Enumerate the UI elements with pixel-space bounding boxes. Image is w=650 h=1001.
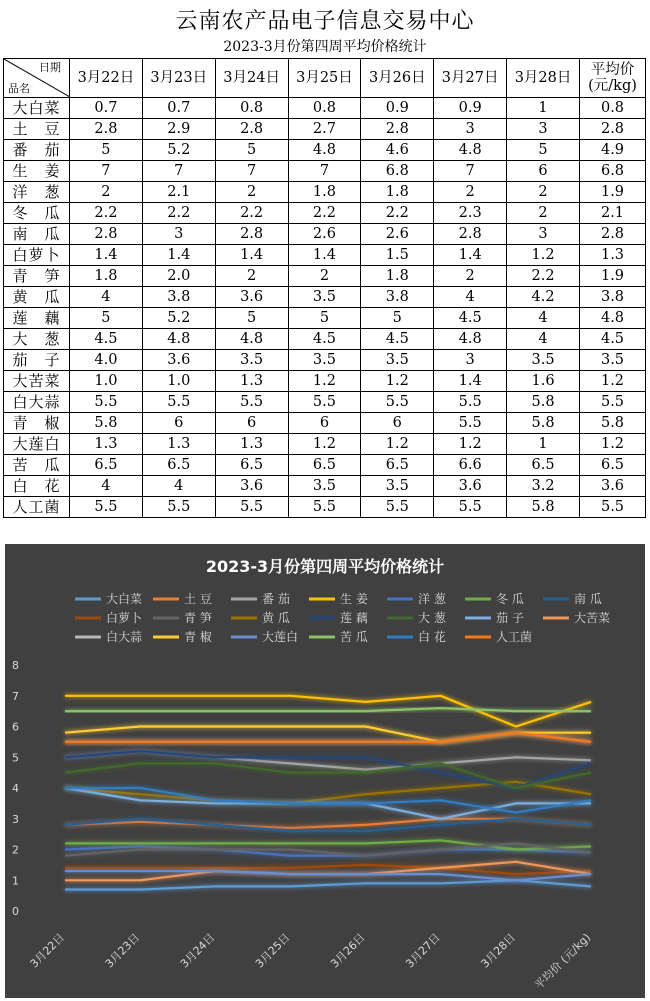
legend-label: 白萝卜 (106, 611, 143, 625)
legend-label: 青 笋 (184, 611, 212, 625)
price-cell: 4.5 (361, 329, 434, 350)
price-cell: 5.5 (361, 497, 434, 518)
x-tick-label: 3月24日 (177, 930, 218, 971)
product-name-cell: 青 椒 (4, 413, 70, 434)
product-name-cell: 土 豆 (4, 119, 70, 140)
avg-price-cell: 3.6 (580, 476, 646, 497)
legend-label: 白 花 (418, 630, 446, 644)
price-cell: 2 (434, 266, 507, 287)
price-cell: 6.5 (361, 455, 434, 476)
table-header-row (4, 59, 646, 98)
price-cell: 7 (142, 161, 215, 182)
price-cell: 5 (361, 308, 434, 329)
price-cell: 3.6 (142, 350, 215, 371)
y-tick-label: 7 (12, 689, 19, 703)
price-cell: 4.5 (288, 329, 361, 350)
product-name-cell: 大白菜 (4, 98, 70, 119)
price-cell: 3.8 (142, 287, 215, 308)
product-name-cell: 莲 藕 (4, 308, 70, 329)
legend-label: 冬 瓜 (496, 592, 524, 606)
table-row (4, 455, 646, 476)
price-cell: 6 (361, 413, 434, 434)
price-cell: 2.8 (215, 224, 288, 245)
price-cell: 1.2 (361, 434, 434, 455)
price-cell: 2.3 (434, 203, 507, 224)
avg-column-header (580, 59, 646, 98)
chart-title: 2023-3月份第四周平均价格统计 (205, 557, 445, 576)
price-cell: 2.1 (142, 182, 215, 203)
corner-date-label: 日期 (39, 61, 61, 74)
price-cell: 6 (288, 413, 361, 434)
legend-label: 洋 葱 (418, 592, 446, 606)
product-name-cell: 苦 瓜 (4, 455, 70, 476)
price-cell: 1.2 (288, 371, 361, 392)
price-cell: 4.8 (142, 329, 215, 350)
price-cell: 1 (507, 434, 580, 455)
price-cell: 5.5 (142, 497, 215, 518)
price-cell: 5.5 (434, 497, 507, 518)
price-cell: 6 (215, 413, 288, 434)
price-cell: 1.4 (215, 245, 288, 266)
table-row (4, 434, 646, 455)
avg-price-cell: 2.8 (580, 119, 646, 140)
price-cell: 6.5 (142, 455, 215, 476)
price-cell: 3 (507, 119, 580, 140)
price-cell: 4.0 (70, 350, 143, 371)
price-cell: 5 (70, 308, 143, 329)
avg-price-cell: 1.2 (580, 371, 646, 392)
product-name-cell: 青 笋 (4, 266, 70, 287)
price-cell: 4 (142, 476, 215, 497)
legend-label: 大白菜 (106, 592, 143, 606)
price-cell: 4.8 (434, 140, 507, 161)
price-cell: 3.5 (288, 287, 361, 308)
price-cell: 0.8 (215, 98, 288, 119)
table-row (4, 140, 646, 161)
y-tick-label: 1 (12, 874, 19, 888)
price-cell: 5.8 (507, 497, 580, 518)
price-cell: 5.8 (507, 392, 580, 413)
avg-price-cell: 6.8 (580, 161, 646, 182)
table-row (4, 476, 646, 497)
x-tick-label: 3月23日 (102, 930, 143, 971)
price-cell: 5.5 (361, 392, 434, 413)
price-cell: 3.6 (215, 287, 288, 308)
price-cell: 1.2 (288, 434, 361, 455)
price-cell: 2 (288, 266, 361, 287)
y-tick-label: 4 (12, 782, 19, 795)
price-cell: 4.6 (361, 140, 434, 161)
price-cell: 2.2 (507, 266, 580, 287)
table-row (4, 413, 646, 434)
price-cell: 1.4 (70, 245, 143, 266)
x-tick-label: 3月25日 (252, 930, 293, 971)
chart-svg (5, 544, 645, 998)
column-header: 3月26日 (361, 59, 434, 98)
table-row (4, 371, 646, 392)
series-line (65, 840, 591, 849)
price-cell: 4 (70, 476, 143, 497)
series-line (65, 751, 591, 770)
price-cell: 7 (434, 161, 507, 182)
table-row (4, 224, 646, 245)
table-row (4, 287, 646, 308)
price-cell: 2.8 (361, 119, 434, 140)
price-cell: 5 (507, 140, 580, 161)
avg-price-cell: 6.5 (580, 455, 646, 476)
price-cell: 1.2 (507, 245, 580, 266)
avg-price-cell: 4.8 (580, 308, 646, 329)
price-cell: 6 (142, 413, 215, 434)
table-row (4, 329, 646, 350)
price-cell: 1.3 (215, 434, 288, 455)
price-cell: 1.4 (434, 371, 507, 392)
price-cell: 4.2 (507, 287, 580, 308)
legend-label: 莲 藕 (340, 611, 368, 625)
y-tick-label: 8 (12, 659, 19, 672)
x-tick-label: 3月28日 (478, 930, 518, 971)
price-cell: 2 (215, 266, 288, 287)
price-cell: 3.2 (507, 476, 580, 497)
product-name-cell: 冬 瓜 (4, 203, 70, 224)
price-cell: 2.6 (288, 224, 361, 245)
legend-label: 白大蒜 (106, 630, 143, 644)
series-line (65, 865, 591, 874)
legend-label: 大苦菜 (574, 611, 611, 625)
price-cell: 3.6 (434, 476, 507, 497)
price-cell: 2.2 (142, 203, 215, 224)
product-name-cell: 大苦菜 (4, 371, 70, 392)
price-cell: 7 (70, 161, 143, 182)
price-cell: 2.8 (215, 119, 288, 140)
avg-price-cell: 5.8 (580, 413, 646, 434)
product-name-cell: 洋 葱 (4, 182, 70, 203)
price-cell: 4.8 (288, 140, 361, 161)
avg-price-cell: 1.9 (580, 266, 646, 287)
legend-label: 大 葱 (418, 611, 446, 625)
avg-price-cell: 5.5 (580, 392, 646, 413)
column-header: 3月28日 (507, 59, 580, 98)
price-cell: 4 (507, 308, 580, 329)
avg-price-cell: 1.3 (580, 245, 646, 266)
avg-price-cell: 4.5 (580, 329, 646, 350)
price-cell: 6 (507, 161, 580, 182)
price-cell: 2.8 (70, 119, 143, 140)
legend-label: 人工菌 (496, 630, 533, 644)
price-cell: 1.8 (361, 266, 434, 287)
price-cell: 1 (507, 98, 580, 119)
price-cell: 0.9 (434, 98, 507, 119)
avg-header-line1: 平均价 (590, 62, 635, 78)
x-tick-label: 3月22日 (27, 930, 68, 971)
column-header: 3月23日 (142, 59, 215, 98)
series-line (65, 708, 591, 711)
avg-price-cell: 0.8 (580, 98, 646, 119)
y-tick-label: 3 (12, 812, 19, 826)
price-cell: 5.5 (70, 392, 143, 413)
price-cell: 1.8 (361, 182, 434, 203)
product-name-cell: 生 姜 (4, 161, 70, 182)
price-cell: 3 (142, 224, 215, 245)
price-cell: 5 (288, 308, 361, 329)
price-cell: 5.2 (142, 140, 215, 161)
table-row (4, 350, 646, 371)
price-cell: 3.5 (507, 350, 580, 371)
price-cell: 2 (70, 182, 143, 203)
price-cell: 5.5 (70, 497, 143, 518)
x-tick-label: 平均价 (元/kg) (532, 930, 594, 992)
avg-price-cell: 3.8 (580, 287, 646, 308)
price-cell: 0.7 (70, 98, 143, 119)
avg-price-cell: 4.9 (580, 140, 646, 161)
y-tick-label: 0 (12, 905, 19, 918)
avg-price-cell: 1.9 (580, 182, 646, 203)
price-cell: 0.9 (361, 98, 434, 119)
price-cell: 5 (215, 308, 288, 329)
product-name-cell: 白大蒜 (4, 392, 70, 413)
price-cell: 3 (434, 350, 507, 371)
series-line (65, 819, 591, 831)
price-line-chart (5, 544, 645, 998)
legend-label: 大莲白 (262, 630, 299, 644)
price-cell: 2 (434, 182, 507, 203)
avg-price-cell: 1.2 (580, 434, 646, 455)
price-cell: 1.5 (361, 245, 434, 266)
product-name-cell: 白 花 (4, 476, 70, 497)
table-row (4, 245, 646, 266)
price-cell: 3 (434, 119, 507, 140)
price-cell: 2.2 (361, 203, 434, 224)
price-cell: 3.5 (215, 350, 288, 371)
price-cell: 0.7 (142, 98, 215, 119)
avg-price-cell: 3.5 (580, 350, 646, 371)
price-cell: 5.8 (507, 413, 580, 434)
price-cell: 6.5 (215, 455, 288, 476)
price-cell: 7 (215, 161, 288, 182)
price-cell: 5.5 (215, 392, 288, 413)
price-cell: 3.8 (361, 287, 434, 308)
table-row (4, 203, 646, 224)
price-cell: 1.3 (215, 371, 288, 392)
price-cell: 2 (215, 182, 288, 203)
avg-header-line2: (元/kg) (588, 78, 637, 94)
page-subtitle: 2023-3月份第四周平均价格统计 (223, 39, 427, 55)
product-name-cell: 番 茄 (4, 140, 70, 161)
price-cell: 2 (507, 182, 580, 203)
column-header: 3月25日 (288, 59, 361, 98)
price-cell: 5.5 (215, 497, 288, 518)
price-cell: 5 (215, 140, 288, 161)
price-cell: 5.5 (288, 392, 361, 413)
legend-label: 青 椒 (184, 630, 212, 644)
legend-label: 土 豆 (184, 592, 212, 606)
price-cell: 0.8 (288, 98, 361, 119)
series-line (65, 880, 591, 889)
price-cell: 1.0 (142, 371, 215, 392)
avg-price-cell: 2.1 (580, 203, 646, 224)
price-cell: 1.4 (142, 245, 215, 266)
avg-price-cell: 5.5 (580, 497, 646, 518)
price-cell: 4.8 (434, 329, 507, 350)
price-cell: 5.5 (142, 392, 215, 413)
price-cell: 6.8 (361, 161, 434, 182)
table-row (4, 497, 646, 518)
product-name-cell: 大 葱 (4, 329, 70, 350)
price-cell: 5.2 (142, 308, 215, 329)
price-cell: 2.6 (361, 224, 434, 245)
price-cell: 4.5 (70, 329, 143, 350)
price-cell: 5.8 (70, 413, 143, 434)
corner-name-label: 品名 (8, 82, 30, 95)
y-tick-label: 5 (12, 751, 19, 765)
price-cell: 6.5 (288, 455, 361, 476)
legend-label: 茄 子 (496, 611, 524, 625)
column-header: 3月24日 (215, 59, 288, 98)
price-cell: 4 (434, 287, 507, 308)
product-name-cell: 人工菌 (4, 497, 70, 518)
price-cell: 1.2 (361, 371, 434, 392)
price-cell: 3.5 (361, 476, 434, 497)
series-line (65, 733, 591, 742)
price-cell: 5.5 (434, 392, 507, 413)
price-cell: 3 (507, 224, 580, 245)
price-cell: 6.6 (434, 455, 507, 476)
product-name-cell: 南 瓜 (4, 224, 70, 245)
legend-label: 生 姜 (340, 592, 368, 606)
price-cell: 2.2 (215, 203, 288, 224)
page-title: 云南农产品电子信息交易中心 (175, 9, 475, 34)
price-cell: 2.8 (70, 224, 143, 245)
x-tick-label: 3月27日 (403, 930, 443, 971)
product-name-cell: 茄 子 (4, 350, 70, 371)
table-row (4, 308, 646, 329)
price-cell: 1.2 (434, 434, 507, 455)
legend-label: 南 瓜 (574, 592, 602, 606)
price-cell: 1.8 (288, 182, 361, 203)
price-cell: 4 (507, 329, 580, 350)
price-cell: 1.4 (434, 245, 507, 266)
table-row (4, 182, 646, 203)
legend-label: 苦 瓜 (340, 630, 368, 644)
price-cell: 5.5 (288, 497, 361, 518)
price-cell: 2.8 (434, 224, 507, 245)
price-cell: 2.7 (288, 119, 361, 140)
price-table (3, 58, 646, 518)
price-cell: 1.3 (142, 434, 215, 455)
avg-price-cell: 2.8 (580, 224, 646, 245)
y-tick-label: 6 (12, 720, 19, 734)
product-name-cell: 黄 瓜 (4, 287, 70, 308)
price-cell: 2.0 (142, 266, 215, 287)
price-cell: 1.3 (70, 434, 143, 455)
table-row (4, 98, 646, 119)
price-cell: 5 (70, 140, 143, 161)
price-cell: 7 (288, 161, 361, 182)
price-cell: 2 (507, 203, 580, 224)
price-cell: 2.9 (142, 119, 215, 140)
y-tick-label: 2 (12, 843, 19, 857)
price-cell: 1.4 (288, 245, 361, 266)
price-cell: 6.5 (507, 455, 580, 476)
price-cell: 4.5 (434, 308, 507, 329)
price-cell: 3.5 (288, 476, 361, 497)
column-header: 3月22日 (70, 59, 143, 98)
product-name-cell: 白萝卜 (4, 245, 70, 266)
price-cell: 3.5 (288, 350, 361, 371)
column-header: 3月27日 (434, 59, 507, 98)
table-row (4, 266, 646, 287)
table-row (4, 161, 646, 182)
price-cell: 5.5 (434, 413, 507, 434)
price-cell: 6.5 (70, 455, 143, 476)
table-row (4, 392, 646, 413)
price-cell: 4.8 (215, 329, 288, 350)
price-cell: 3.5 (361, 350, 434, 371)
price-cell: 1.6 (507, 371, 580, 392)
series-line (65, 846, 591, 855)
price-cell: 3.6 (215, 476, 288, 497)
table-row (4, 119, 646, 140)
legend-label: 番 茄 (262, 592, 290, 606)
price-cell: 2.2 (70, 203, 143, 224)
price-cell: 2.2 (288, 203, 361, 224)
price-cell: 4 (70, 287, 143, 308)
legend-label: 黄 瓜 (262, 611, 290, 625)
product-name-cell: 大莲白 (4, 434, 70, 455)
price-cell: 1.0 (70, 371, 143, 392)
price-cell: 1.8 (70, 266, 143, 287)
table-corner-cell (4, 59, 70, 98)
x-tick-label: 3月26日 (328, 930, 368, 971)
